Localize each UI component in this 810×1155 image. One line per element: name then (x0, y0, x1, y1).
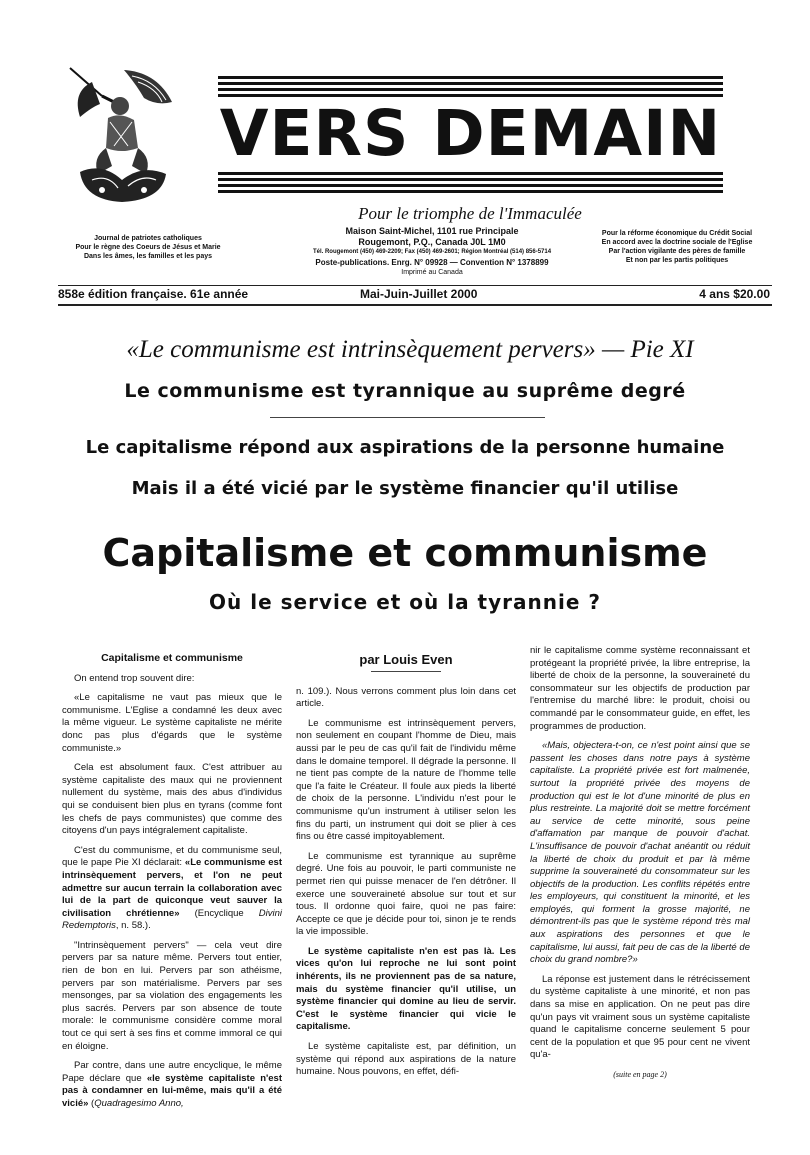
paragraph: nir le capitalisme comme système reconnaissant et protégeant la propriété privée, la libre entreprise, la liberté de choix de la personne, la souveraineté du consommateur sur les objectifs de production par l'entremise du marché libre: le produit, choisi ou commandé par le consommateur guide, en effet, les programmes de production. (530, 645, 750, 732)
paragraph: Cela est absolument faux. C'est attribuer au système capitaliste des maux qui ne proviennent nullement du système, mais des abus d'individus qui se conduisent bien plus en tyrans (comme font les chefs de pays communistes) que comme des citoyens d'un pays intégralement capitaliste. (62, 762, 282, 837)
address-line: Rougemont, P.Q., Canada J0L 1M0 (358, 237, 506, 247)
paragraph: Le système capitaliste est, par définition, un système qui répond aux aspirations de la nature humaine. Nous pouvons, en effet, défi- (296, 1041, 516, 1078)
text: (Encyclique (179, 907, 259, 919)
address-line: Maison Saint-Michel, 1101 rue Principale (345, 226, 519, 236)
registration-line: Poste-publications. Enrg. N° 09928 — Convention N° 1378899 (315, 258, 549, 267)
paragraph: «Mais, objectera-t-on, ce n'est point ainsi que se passent les choses dans notre pays à système capitaliste. La propriété privée est fort malmenée, surtout la propriété privée des moyens de production qui est le lot d'une minorité de plus en plus restreinte. La majorité doit se mettre forcément au service de cette minorité, sous peine d'affamation par manque de pouvoir d'achat. L'insuffisance de pouvoir d'achat anéantit ou réduit la liberté de choix du produit et par là même supprime la souveraineté du consommateur sur les objectifs de la production. Les conflits répétés entre les employeurs, qui constituent la minorité, et les employés, qui forment la grosse majorité, ne démontrent-ils pas que le système répond très mal aux aspirations des personnes et que le capitalisme, lui aussi, fait peu de cas de la liberté de choix du grand nombre?» (530, 740, 750, 966)
text: , n. 58.). (115, 920, 151, 932)
edition-date: Mai-Juin-Juillet 2000 (360, 287, 478, 301)
article-subtitle: Où le service et où la tyrannie ? (209, 590, 601, 614)
article-title: Capitalisme et communisme (102, 531, 708, 575)
saint-michael-logo (62, 62, 182, 207)
article-column-1 (62, 652, 282, 1118)
headline-sub2: Le capitalisme répond aux aspirations de la personne humaine (85, 437, 725, 458)
publisher-info (282, 226, 582, 277)
masthead-title: VERS DEMAIN (219, 97, 722, 170)
text: Par contre, dans une autre encyclique, le même Pape déclare que (62, 1060, 282, 1084)
paragraph: "Intrinsèquement pervers" — cela veut dire pervers par sa nature même. Pervers tout entier, rien de bon en lui. Pervers par son athéisme, pervers par son matérialisme. Pervers par ses mensonges, par sa violation des engagements les plus sacrés. Pervers par son absence de toute morale: le communisme considère comme moral tout ce qui sert à ses fins et comme immoral ce qui en éloigne. (62, 939, 282, 1052)
column-heading: Capitalisme et communisme (101, 652, 243, 664)
headline-divider (270, 417, 545, 418)
paragraph (62, 1060, 282, 1110)
headline-sub3: Mais il a été vicié par le système financier qu'il utilise (131, 478, 679, 499)
bold-quote: «le système capitaliste n'est pas à condamner en lui-même, mais qu'il a été vicié» (62, 1072, 282, 1109)
headline-quote: «Le communisme est intrinsèquement pervers» — Pie XI (126, 336, 694, 363)
right-tag-line: Et non par les partis politiques (625, 257, 729, 264)
right-tag-line: En accord avec la doctrine sociale de l'Eglise (601, 239, 753, 246)
headline-sub1: Le communisme est tyrannique au suprême degré (124, 380, 686, 402)
paragraph: Le communisme est intrinsèquement pervers, non seulement en coupant l'homme de Dieu, mais aussi par le peu de cas qu'il fait de l'individu même dans le domaine temporel. Il dégrade la personne. Il ne tient pas compte de la nature de l'homme telle que l'a faite le Créateur. Il foule aux pieds la liberté de choix de la personne. L'individu n'est pour le communisme qu'un instrument à utiliser selon les fins du parti, un instrument qui doit se plier à ces fins ou être cassé impitoyablement. (296, 717, 516, 843)
logo-illustration (62, 62, 182, 207)
edition-bar (58, 285, 772, 306)
subscription-price: 4 ans $20.00 (699, 287, 770, 301)
text: C'est du communisme, et du communisme seul, que le pape Pie XI déclarait: (62, 844, 282, 869)
paragraph: «Le capitalisme ne vaut pas mieux que le communisme. L'Eglise a condamné les deux avec la même vigueur. Le système capitaliste ne mérite donc pas plus d'égards que le système communiste.» (62, 692, 282, 754)
printed-in-line: Imprimé au Canada (401, 269, 463, 276)
byline: par Louis Even (359, 652, 453, 667)
encyclical-title: Divini Redemptoris (62, 907, 282, 932)
byline-rule (371, 671, 441, 672)
paragraph (62, 845, 282, 933)
left-tag-line: Dans les âmes, les familles et les pays (83, 253, 213, 260)
paragraph: Le système capitaliste n'en est pas là. Les vices qu'on lui reproche ne lui sont point inhérents, ils ne proviennent pas de sa nature, mais du système financier qu'il utilise, un système financier qui domine au lieu de servir. C'est le système financier qui vicie le capitalisme. (296, 945, 516, 1033)
paragraph: On entend trop souvent dire: (74, 672, 195, 684)
left-tagline (58, 234, 238, 261)
edition-number: 858e édition française. 61e année (58, 287, 249, 301)
right-tag-line: Par l'action vigilante des pères de famille (608, 248, 746, 255)
paragraph: n. 109.). Nous verrons comment plus loin dans cet article. (296, 685, 516, 710)
right-tagline (582, 229, 772, 265)
paragraph: Le communisme est tyrannique au suprême degré. Une fois au pouvoir, le parti communiste ne permet rien qui puisse menacer de l'en détrôner. Il exerce une souveraineté absolue sur tout et sur tous. Il ordonne quoi faire, quoi ne pas faire: Accepte ce que je décide pour toi, sinon je te rends la vie impossible. (296, 850, 516, 938)
article-column-3 (530, 645, 750, 1082)
left-tag-line: Pour le règne des Coeurs de Jésus et Marie (75, 244, 221, 251)
bold-quote: «Le communisme est intrinsèquement pervers, et l'on ne peut admettre sur aucun terrain la collaboration avec lui de la part de quiconque veut sauver la civilisation chrétienne» (62, 857, 283, 919)
phone-line: Tél. Rougemont (450) 469-2209; Fax (450) 469-2601; Région Montréal (514) 856-5714 (312, 249, 552, 255)
encyclical-title: Quadragesimo Anno, (94, 1098, 184, 1109)
text: ( (88, 1098, 95, 1109)
left-tag-line: Journal de patriotes catholiques (94, 235, 202, 242)
article-column-2 (296, 652, 516, 1086)
right-tag-line: Pour la réforme économique du Crédit Social (601, 230, 753, 237)
continued-notice: (suite en page 2) (613, 1070, 667, 1079)
masthead-subtitle: Pour le triomphe de l'Immaculée (358, 204, 582, 223)
paragraph: La réponse est justement dans le rétrécissement du système capitaliste à une minorité, et non pas dans sa mise en application. On ne peut pas dire qu'un pays vit vraiment sous un système capitaliste quand le capitalisme concerne seulement 5 pour cent de la population et que 95 pour cent ne vivent qu'a- (530, 973, 750, 1061)
